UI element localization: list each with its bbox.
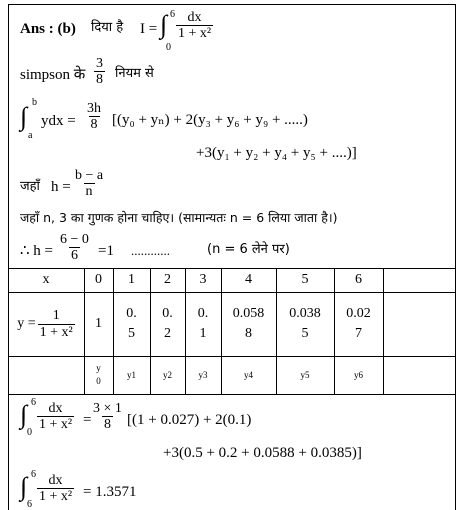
final-lower: 6 [27,499,32,510]
y-value: 0.058 [232,306,265,322]
upper-limit: 6 [170,9,175,20]
y-label-den: 1 + x² [39,324,73,340]
y-label-lhs: y = [17,316,36,331]
y-value: 0. [162,306,173,322]
formula-integrand: ydx = [41,113,76,129]
y-name: y3 [198,370,208,380]
result-coef [91,401,124,433]
y-value: 7 [355,326,362,341]
rule-text-b: नियम से [115,66,154,81]
y-value: 5 [301,326,309,341]
result-coef-num: 3 × 1 [93,401,122,416]
formula-coef-den: 8 [90,117,98,133]
final-fraction [37,473,74,505]
y-name: y4 [244,370,253,380]
h-num: b − a [75,168,104,183]
result-upper: 6 [31,397,36,408]
y-value-cell [334,292,383,356]
formula-lower: a [28,130,33,141]
result-line1: [(1 + 0.027) + 2(0.1) [127,412,252,428]
h-where: जहाँ [20,179,40,194]
integral-sign: ∫ [160,10,168,39]
rule-frac-num: 3 [96,56,103,71]
final-den: 1 + x² [39,489,73,505]
h-fraction [73,168,105,200]
result-coef-den: 8 [103,417,111,433]
formula-upper: b [32,97,37,108]
x-value: 6 [355,272,362,287]
integrand-den: 1 + x² [178,26,212,42]
formula-coef-num: 3h [87,101,101,116]
lower-limit: 0 [166,42,171,53]
y-name: y5 [300,370,310,380]
x-value: 4 [245,272,252,287]
hcalc-num: 6 − 0 [60,232,89,247]
y-label-num: 1 [52,308,60,324]
y-value-cell [150,292,185,356]
result-integral-sign: ∫ [20,400,28,429]
result-num: dx [48,401,63,416]
h-den: n [85,184,93,200]
rule-fraction [94,56,105,88]
final-upper: 6 [31,469,36,480]
integrand-num: dx [187,10,202,25]
result-den: 1 + x² [39,417,73,433]
result-fraction [37,401,74,433]
x-value: 1 [128,272,135,287]
y-value: 1 [199,326,207,341]
formula-integral-sign: ∫ [20,102,28,131]
y-value-cell [84,292,113,356]
hcalc-dots: ............ [131,243,170,258]
x-value: 0 [95,272,102,287]
note-text: जहाँ n, 3 का गुणक होना चाहिए। (सामान्यतः n = 6 लिया जाता है।) [20,210,338,225]
y-value: 1 [95,316,102,331]
y-name: 0 [96,376,101,386]
x-value: 5 [301,272,309,287]
y-value: 8 [245,326,252,341]
formula-line1: [(y₀ + yₙ) + 2(y₃ + y₆ + y₉ + .....) [112,112,308,128]
answer-label: Ans : (b) [20,21,76,37]
y-value-cell [221,292,276,356]
final-num: dx [48,473,63,488]
formula-coef [85,101,103,133]
result-eq: = [83,412,92,428]
result-line2: +3(0.5 + 0.2 + 0.0588 + 0.0385)] [163,445,362,461]
y-value: 2 [164,326,171,341]
y-label [8,292,84,356]
y-value: 0. [197,306,209,322]
y-value-cell [185,292,221,356]
y-value-cell [276,292,334,356]
x-value: 3 [199,272,207,287]
integral-lhs: I = [140,21,158,37]
x-label: x [42,272,50,287]
y-value-cell [113,292,150,356]
y-name: y1 [127,370,136,380]
hcalc-paren: (n = 6 लेने पर) [207,242,290,257]
y-value: 5 [128,326,135,341]
y-value: 0.038 [289,306,321,322]
rule-frac-den: 8 [96,72,103,88]
given-word: दिया है [91,20,124,35]
y-value: 0. [126,306,137,322]
hcalc-lhs: ∴ h = [20,243,54,259]
integrand-fraction [176,10,213,42]
y-name: y6 [354,370,363,380]
y-name: y [96,362,101,373]
h-lhs: h = [51,179,71,195]
formula-line2: +3(y₁ + y₂ + y₄ + y₅ + ....)] [196,145,357,161]
final-integral-sign: ∫ [20,472,28,501]
hcalc-den: 6 [70,248,78,264]
result-lower: 0 [27,427,32,438]
x-value: 2 [164,272,171,287]
y-value: 0.02 [346,306,371,322]
final-value: = 1.3571 [83,484,137,500]
hcalc-rhs: =1 [98,243,114,259]
hcalc-fraction [58,232,91,264]
rule-text-a: simpson के [20,67,86,83]
y-name: y2 [163,370,172,380]
y-name-cell [84,356,113,394]
